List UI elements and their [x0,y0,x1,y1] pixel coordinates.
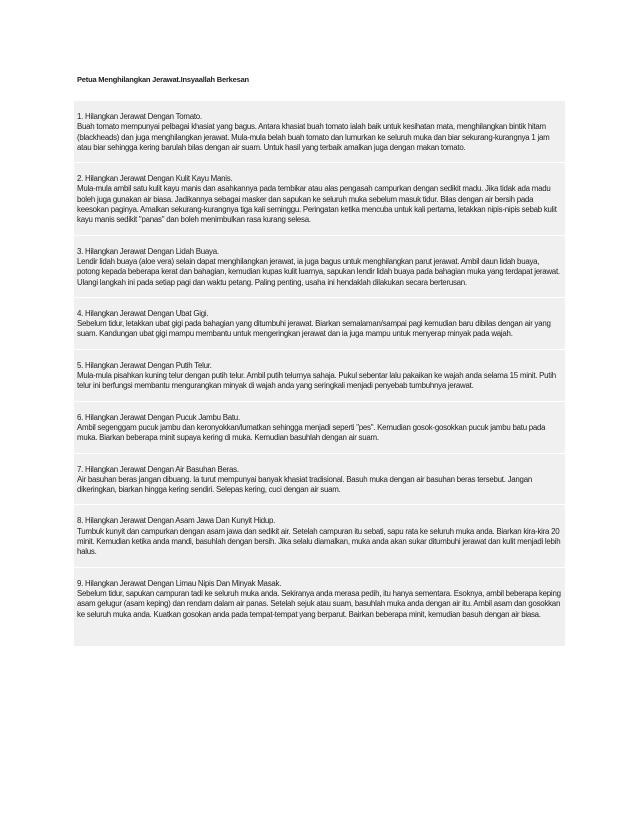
tip-heading: 2. Hilangkan Jerawat Dengan Kulit Kayu Manis. [77,174,233,184]
tip-body: Lendir lidah buaya (aloe vera) selain dapat menghilangkan jerawat, ia juga bagus untuk menghilangkan parut jerawat. Ambil daun lidah buaya, potong kepada beberapa kerat dan bahagian, kemudian kupas kulit luarnya, sapukan lendir lidah buaya pada bahagian muka yang terdapat jerawat. Ulangi langkah ini pada setiap pagi dan waktu petang. Paling penting, usaha ini hendaklah dilakukan secara berterusan. [77,256,560,287]
tip-section-1 [74,101,565,162]
tip-heading: 6. Hilangkan Jerawat Dengan Pucuk Jambu Batu. [77,412,240,422]
tip-section-8 [74,504,565,566]
tip-body: Tumbuk kunyit dan campurkan dengan asam jawa dan sedikit air. Setelah campuran itu sebati, sapu rata ke seluruh muka anda. Biarkan kira-kira 20 minit. Kemudian ketika anda mandi, basuhlah dengan bersih. Jika selalu diamalkan, muka anda akan sukar ditumbuhi jerawat dan kulit menjadi lebih halus. [77,526,561,557]
tip-body: Buah tomato mempunyai pelbagai khasiat yang bagus. Antara khasiat buah tomato ialah baik untuk kesihatan mata, menghilangkan bintik hitam (blackheads) dan juga menghilangkan jerawat. Mula-mula belah buah tomato dan lumurkan ke seluruh muka dan biar sekurang-kurangnya 1 jam atau biar sehingga kering barulah bilas dengan air suam. Untuk hasil yang terbaik amalkan juga dengan makan tomato. [77,122,550,152]
tip-section-4 [74,297,565,349]
tip-section-9 [74,567,565,646]
tip-section-7 [74,453,565,505]
tip-heading: 7. Hilangkan Jerawat Dengan Air Basuhan Beras. [77,464,239,474]
tip-section-5 [74,349,565,401]
tip-heading: 1. Hilangkan Jerawat Dengan Tomato. [77,112,202,121]
tip-body: Sebelum tidur, sapukan campuran tadi ke seluruh muka anda. Sekiranya anda merasa pedih, itu hanya sementara. Esoknya, ambil beberapa keping asam gelugur (asam keping) dan rendam dalam air panas. Setelah sejuk atau suam, basuhlah muka anda dengan air itu. Ambil asam dan gosokkan ke seluruh muka anda. Kuatkan gosokan anda pada tempat-tempat yang berparut. Bairkan beberapa minit, kemudian basuh dengan air biasa. [77,588,561,619]
tip-heading: 3. Hilangkan Jerawat Dengan Lidah Buaya. [77,246,219,256]
tip-body: Ambil segenggam pucuk jambu dan keronyokkan/lumatkan sehingga menjadi seperti "pes". Kemudian gosok-gosokkan pucuk jambu batu pada muka. Biarkan beberapa minit supaya kering di muka. Kemudian basuhlah dengan air suam. [77,422,546,443]
tip-section-6 [74,401,565,453]
tip-body: Sebelum tidur, letakkan ubat gigi pada bahagian yang ditumbuhi jerawat. Biarkan semalaman/sampai pagi kemudian baru dibilas dengan air yang suam. Kandungan ubat gigi mampu membantu untuk mengeringkan jerawat dan ia juga mampu untuk menyerap minyak pada wajah. [77,319,551,339]
tip-section-3 [74,235,565,297]
tip-body: Air basuhan beras jangan dibuang. Ia turut mempunyai banyak khasiat tradisional. Basuh muka dengan air basuhan beras tersebut. Jangan dikeringkan, biarkan hingga kering sendiri. Selepas kering, cuci dengan air suam. [77,474,532,495]
tip-body: Mula-mula ambil satu kulit kayu manis dan asahkannya pada tembikar atau alas pengasah campurkan dengan sedikit madu. Jika tidak ada madu boleh juga gunakan air biasa. Jadikannya sebagai masker dan sapukan ke seluruh muka sebelum masuk tidur. Bilas dengan air bersih pada keesokan paginya. Amalkan sekurang-kurangnya tiga kali seminggu. Peringatan ketika mencuba untuk kali pertama, letakkan nipis-nipis sebab kulit kayu manis sedikit "panas" dan boleh menimbulkan rasa kurang selesa. [77,184,557,225]
tip-section-2 [74,162,565,234]
tip-heading: 5. Hilangkan Jerawat Dengan Putih Telur. [77,360,212,370]
tip-heading: 4. Hilangkan Jerawat Dengan Ubat Gigi. [77,308,209,318]
document-content [74,101,565,646]
tip-heading: 8. Hilangkan Jerawat Dengan Asam Jawa Dan Kunyit Hidup. [77,516,276,526]
document-title: Petua Menghilangkan Jerawat.Insyaallah Berkesan [77,75,249,84]
tip-body: Mula-mula pisahkan kuning telur dengan putih telur. Ambil putih telurnya sahaja. Pukul sebentar lalu pakaikan ke wajah anda selama 15 minit. Putih telur ini berfungsi membantu mengurangkan minyak di wajah anda yang seringkali menjadi penyebab tumbuhnya jerawat. [77,371,556,391]
tip-heading: 9. Hilangkan Jerawat Dengan Limau Nipis Dan Minyak Masak. [77,578,282,588]
